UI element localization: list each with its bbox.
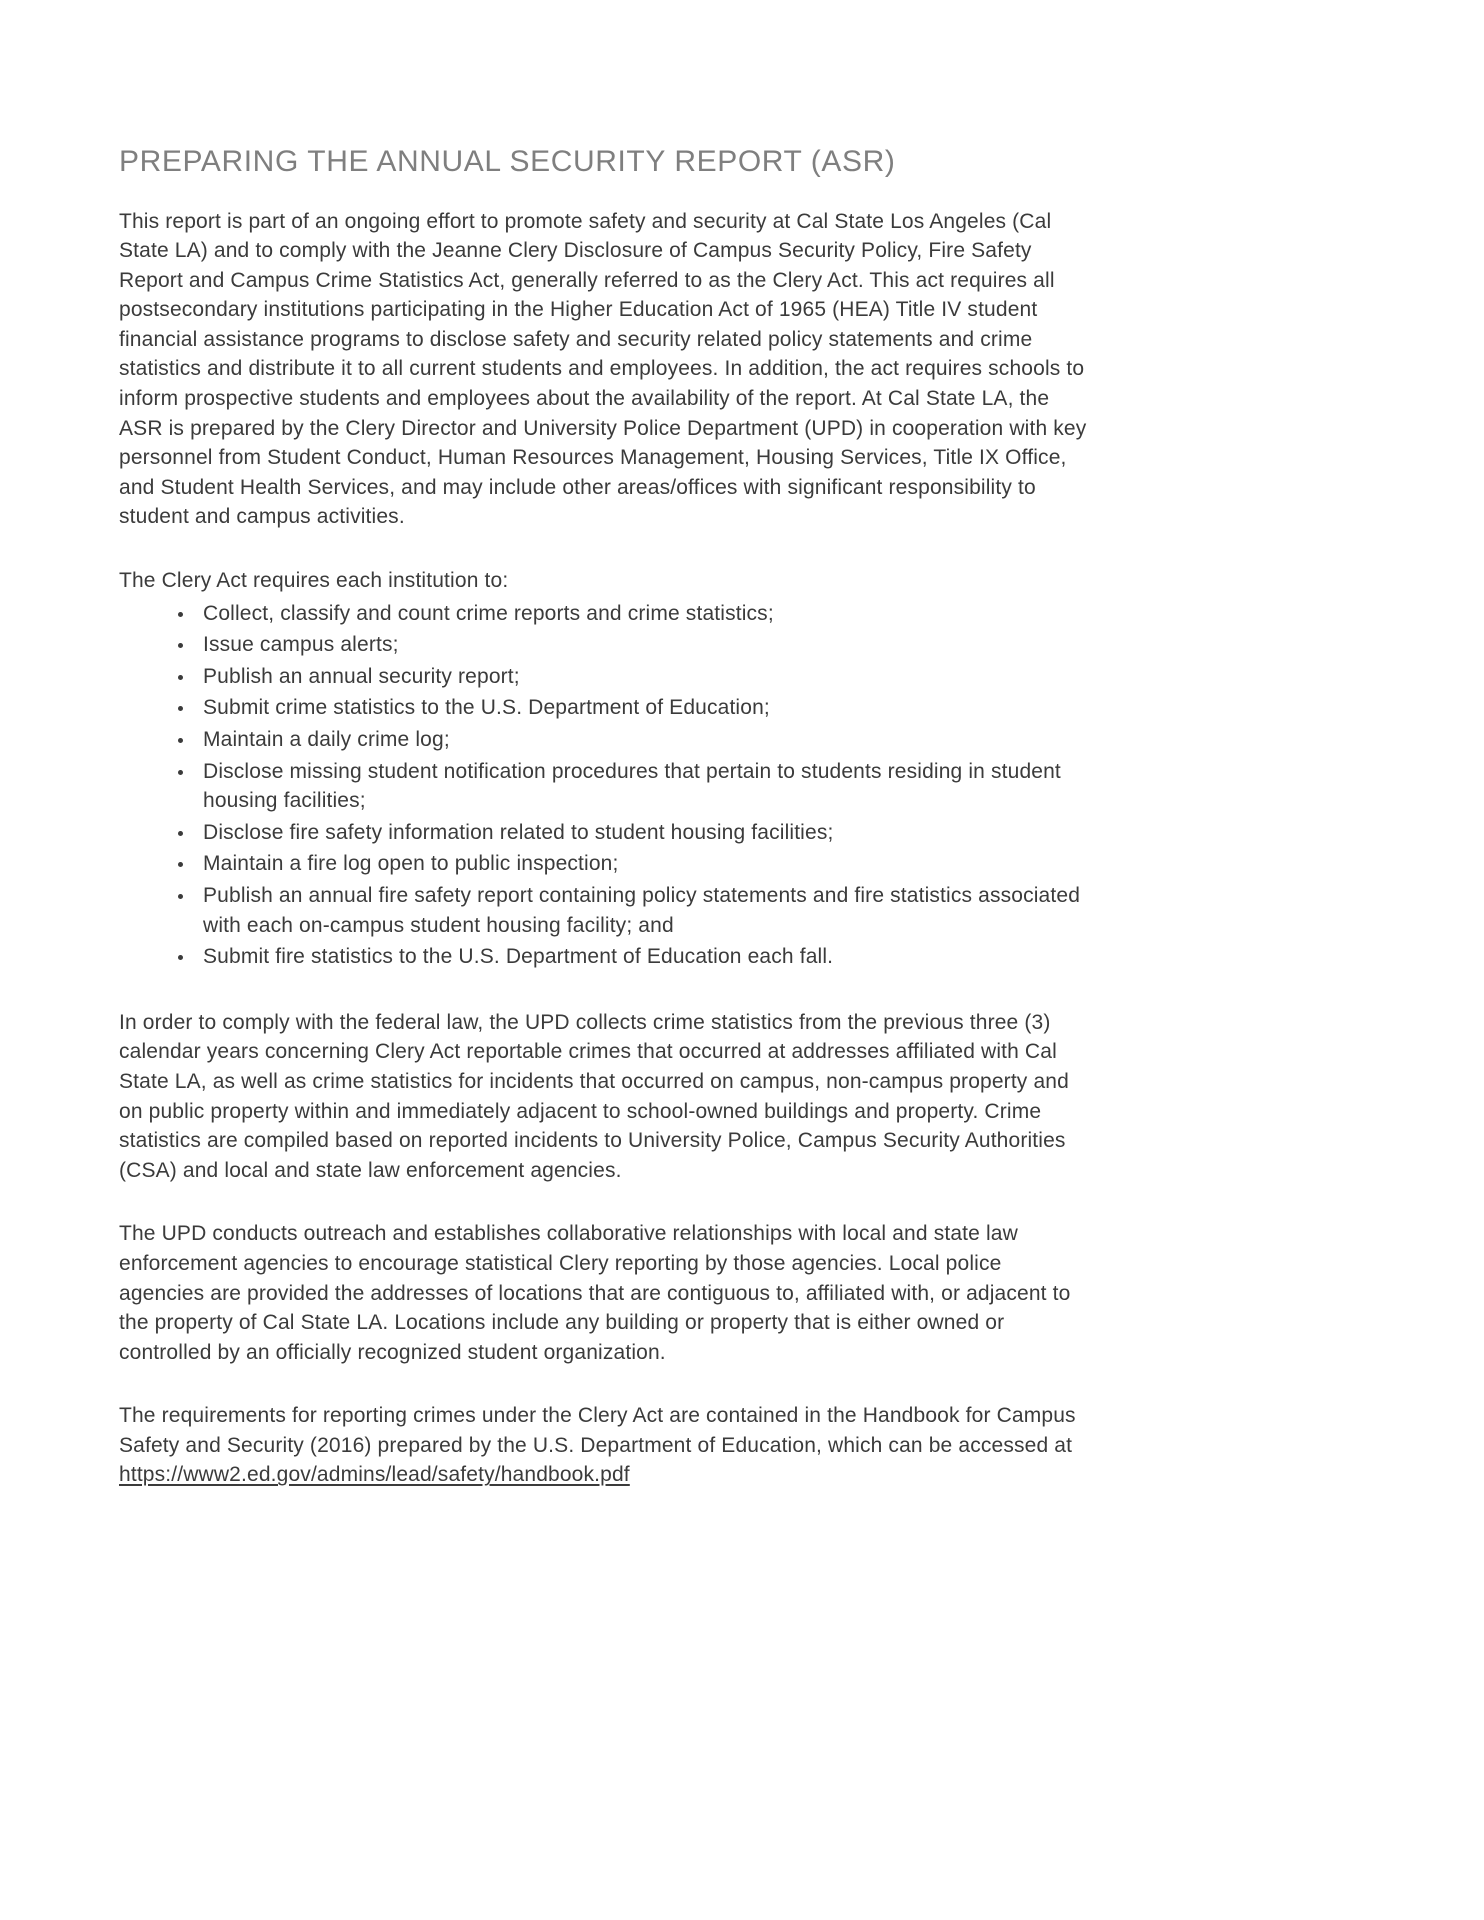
- bullet-item: • Disclose fire safety information related to student housing facilities;: [195, 818, 1088, 848]
- outreach-paragraph: The UPD conducts outreach and establishes collaborative relationships with local and state law enforcement agencies to encourage statistical Clery reporting by those agencies. Local police agencies are provided the addresses of locations that are contiguous to, affiliated with, or adjacent to the property of Cal State LA. Locations include any building or property that is either owned or controlled by an officially recognized student organization.: [119, 1222, 1071, 1364]
- intro-paragraph: This report is part of an ongoing effort to promote safety and security at Cal State Los Angeles (Cal State LA) and to comply with the Jeanne Clery Disclosure of Campus Security Policy, Fire Safety Report and Campus Crime Statistics Act, generally referred to as the Clery Act. This act requires all postsecondary institutions participating in the Higher Education Act of 1965 (HEA) Title IV student financial assistance programs to disclose safety and security related policy statements and crime statistics and distribute it to all current students and employees. In addition, the act requires schools to inform prospective students and employees about the availability of the report. At Cal State LA, the ASR is prepared by the Clery Director and University Police Department (UPD) in cooperation with key personnel from Student Conduct, Human Resources Management, Housing Services, Title IX Office, and Student Health Services, and may include other areas/offices with significant responsibility to student and campus activities.: [119, 209, 1087, 529]
- bullet-item: • Collect, classify and count crime reports and crime statistics;: [195, 599, 1088, 629]
- requirements-text: The requirements for reporting crimes under the Clery Act are contained in the Handbook for Campus Safety and Security (2016) prepared by the U.S. Department of Education, which can be accessed at: [119, 1404, 1076, 1457]
- handbook-link[interactable]: https://www2.ed.gov/admins/lead/safety/handbook.pdf: [119, 1463, 630, 1487]
- bullet-item: • Disclose missing student notification procedures that pertain to students residing in student housing facilities;: [195, 757, 1088, 816]
- bullet-item: • Publish an annual security report;: [195, 662, 1088, 692]
- requirements-paragraph: [119, 1401, 1088, 1490]
- statistics-paragraph: In order to comply with the federal law, the UPD collects crime statistics from the previous three (3) calendar years concerning Clery Act reportable crimes that occurred at addresses affiliated with Cal State LA, as well as crime statistics for incidents that occurred on campus, non-campus property and on public property within and immediately adjacent to school-owned buildings and property. Crime statistics are compiled based on reported incidents to University Police, Campus Security Authorities (CSA) and local and state law enforcement agencies.: [119, 1010, 1069, 1182]
- bullet-item: • Submit fire statistics to the U.S. Department of Education each fall.: [195, 942, 1088, 972]
- bullet-item: • Publish an annual fire safety report containing policy statements and fire statistics associated with each on-campus student housing facility; and: [195, 881, 1088, 940]
- bullet-item: • Maintain a fire log open to public inspection;: [195, 849, 1088, 879]
- bullet-item: • Submit crime statistics to the U.S. Department of Education;: [195, 693, 1088, 723]
- page-title: PREPARING THE ANNUAL SECURITY REPORT (ASR): [119, 145, 896, 178]
- bullet-item: • Issue campus alerts;: [195, 630, 1088, 660]
- clery-requirements-list: [119, 599, 1088, 972]
- list-intro-paragraph: The Clery Act requires each institution to:: [119, 569, 509, 593]
- bullet-item: • Maintain a daily crime log;: [195, 725, 1088, 755]
